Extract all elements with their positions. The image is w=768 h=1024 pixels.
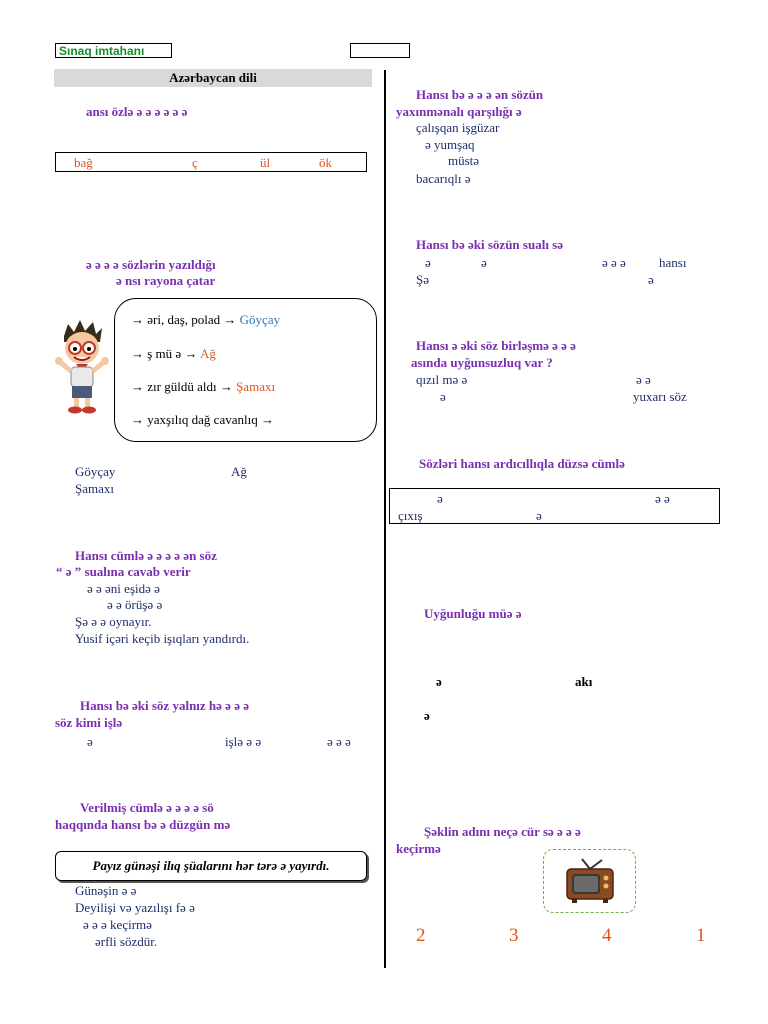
exam-label: Sınaq imtahanı bbox=[55, 43, 172, 58]
q8-text-line2: asında uyğunsuzluq var ? bbox=[411, 355, 553, 370]
q5-text-line1: Verilmiş cümlə ə ə ə ə sö bbox=[80, 800, 214, 815]
q4-option-b[interactable]: işlə ə ə bbox=[225, 734, 262, 749]
q5-text-line2: haqqında hansı bə ə düzgün mə bbox=[55, 817, 231, 832]
q1-word-2: ç bbox=[192, 155, 198, 170]
q2-row-2: → ş mü ə → Ağ bbox=[131, 346, 216, 361]
q3-option-b[interactable]: ə ə örüşə ə bbox=[107, 597, 163, 612]
q6-option-d[interactable]: bacarıqlı ə bbox=[416, 171, 471, 186]
q4-text-line2: söz kimi işlə bbox=[55, 715, 123, 730]
q2-text-line1: ə ə ə ə sözlərin yazıldığı bbox=[86, 257, 216, 272]
q2-option-b[interactable]: Ağ bbox=[231, 464, 247, 479]
q2-option-a[interactable]: Göyçay bbox=[75, 464, 116, 479]
q6-option-c[interactable]: müstə bbox=[448, 153, 480, 168]
section-title: Azərbaycan dili bbox=[54, 69, 372, 87]
q8-text-line1: Hansı ə əki söz birləşmə ə ə ə bbox=[416, 338, 576, 353]
q6-option-b[interactable]: ə yumşaq bbox=[425, 137, 475, 152]
q9-word-3: çıxış bbox=[398, 508, 423, 523]
q1-word-3: ül bbox=[260, 155, 271, 170]
q5-option-c[interactable]: ə ə ə keçirmə bbox=[83, 917, 152, 932]
q3-option-a[interactable]: ə ə əni eşidə ə bbox=[87, 581, 160, 596]
q10-item-1: ə bbox=[436, 674, 442, 689]
q5-option-b[interactable]: Deyilişi və yazılışı fə ə bbox=[75, 900, 195, 915]
q1-word-1: bağ bbox=[74, 155, 93, 170]
q2-row-3: → zır güldü aldı → Şamaxı bbox=[131, 379, 276, 394]
q2-row-1: → əri, daş, polad → Göyçay bbox=[131, 312, 281, 327]
q10-item-3: ə bbox=[424, 708, 430, 723]
q11-text-line1: Şəklin adını neçə cür sə ə ə ə bbox=[424, 824, 581, 839]
q10-item-2: akı bbox=[575, 674, 593, 689]
q8-option-a[interactable]: qızıl mə ə bbox=[416, 372, 468, 387]
q7-text: Hansı bə əki sözün sualı sə bbox=[416, 237, 564, 252]
q4-option-a[interactable]: ə bbox=[87, 734, 93, 749]
q2-row-4: → yaxşılıq dağ cavanlıq → bbox=[131, 412, 274, 427]
q9-word-1: ə bbox=[437, 491, 443, 506]
q11-option-a[interactable]: 2 bbox=[416, 925, 426, 946]
q7-option-a[interactable]: ə bbox=[425, 255, 431, 270]
q7-option-c[interactable]: ə ə ə bbox=[602, 255, 626, 270]
q2-option-c[interactable]: Şamaxı bbox=[75, 481, 114, 496]
q11-option-c[interactable]: 4 bbox=[602, 925, 612, 946]
q3-text-line2: “ ə ” sualına cavab verir bbox=[56, 564, 191, 579]
q8-option-c[interactable]: ə bbox=[440, 389, 446, 404]
q6-option-a[interactable]: çalışqan işgüzar bbox=[416, 120, 500, 135]
q5-sentence-box: Payız günəşi ilıq şüalarını hər tərə ə yayırdı. bbox=[55, 851, 367, 881]
q5-option-a[interactable]: Günəşin ə ə bbox=[75, 883, 137, 898]
q9-text: Sözləri hansı ardıcıllıqla düzsə cümlə bbox=[419, 456, 625, 471]
name-field-box bbox=[350, 43, 410, 58]
q3-text-line1: Hansı cümlə ə ə ə ə ən söz bbox=[75, 548, 217, 563]
q3-option-d[interactable]: Yusif içəri keçib işıqları yandırdı. bbox=[75, 631, 250, 646]
q7-option-f[interactable]: ə bbox=[648, 272, 654, 287]
q10-text: Uyğunluğu müə ə bbox=[424, 606, 522, 621]
q7-option-d[interactable]: hansı bbox=[659, 255, 687, 270]
q9-word-4: ə bbox=[536, 508, 542, 523]
q8-option-d[interactable]: yuxarı söz bbox=[633, 389, 687, 404]
q4-text-line1: Hansı bə əki söz yalnız hə ə ə ə bbox=[80, 698, 249, 713]
q11-option-b[interactable]: 3 bbox=[509, 925, 519, 946]
q7-option-e[interactable]: Şə bbox=[416, 272, 429, 287]
q2-text-line2: ə nsı rayona çatar bbox=[116, 273, 216, 288]
q3-option-c[interactable]: Şə ə ə oynayır. bbox=[75, 614, 152, 629]
q6-text-line2: yaxınmənalı qarşılığı ə bbox=[396, 104, 522, 119]
q6-text-line1: Hansı bə ə ə ə ən sözün bbox=[416, 87, 544, 102]
q7-option-b[interactable]: ə bbox=[481, 255, 487, 270]
q11-text-line2: keçirmə bbox=[396, 841, 441, 856]
cartoon-boy-icon bbox=[54, 318, 110, 414]
q11-option-d[interactable]: 1 bbox=[696, 925, 706, 946]
q1-word-4: ök bbox=[319, 155, 332, 170]
q4-option-c[interactable]: ə ə ə bbox=[327, 734, 351, 749]
column-divider bbox=[384, 70, 386, 968]
q9-word-2: ə ə bbox=[655, 491, 670, 506]
q5-option-d[interactable]: ərfli sözdür. bbox=[95, 934, 158, 949]
q8-option-b[interactable]: ə ə bbox=[636, 372, 651, 387]
q1-text: ansı özlə ə ə ə ə ə ə bbox=[86, 104, 188, 119]
tv-icon bbox=[564, 857, 616, 905]
